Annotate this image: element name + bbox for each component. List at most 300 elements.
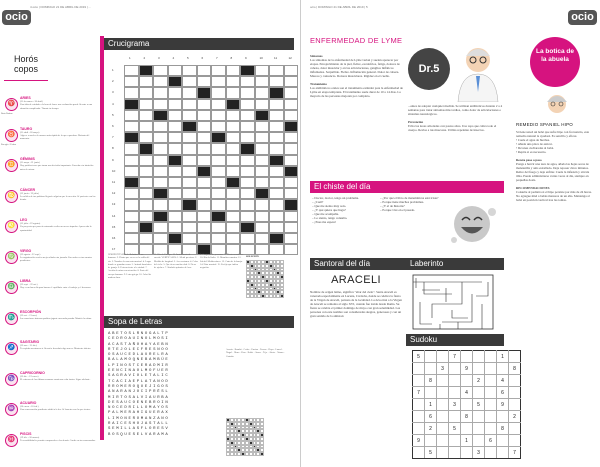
crossword-cell[interactable] bbox=[182, 65, 197, 76]
sudoku-cell[interactable] bbox=[485, 375, 497, 387]
crossword-cell[interactable] bbox=[197, 211, 212, 222]
sudoku-cell[interactable] bbox=[449, 375, 461, 387]
horoscope-entry bbox=[20, 279, 98, 290]
crossword-cell[interactable] bbox=[269, 121, 284, 132]
crossword-cell[interactable] bbox=[226, 65, 241, 76]
crossword-cell[interactable] bbox=[124, 222, 139, 233]
article-col-1: Síntomas Los síntomas de la enfermedad de Lyme varían y suelen aparecer por etapas. Enrojecimiento de la piel, fiebre, escalofríos, fatiga, dolores de cabeza, dolor muscular y en las articulaciones, ganglios linfáticos inflamados. Sarpullido. Fiebre. Inflamación general. Dolor de cabeza. Mareos y cansancio. Dolores musculares. Rigidez en el cuello. Tratamiento Los antibióticos orales son el tratamiento estándar para la enfermedad de Lyme en etapa temprana. El tratamiento suele durar de 10 a 14 días. La mayoría de las personas mejoran por completo. bbox=[310, 54, 403, 98]
sudoku-cell: 2 bbox=[473, 375, 485, 387]
sign-text: Hoy podrías tener que tomar una decisión importante. Escucha a tu intuición antes de actuar. bbox=[20, 164, 94, 171]
crossword-cell[interactable] bbox=[124, 65, 139, 76]
crossword-cell[interactable] bbox=[139, 132, 154, 143]
sudoku-cell[interactable] bbox=[437, 351, 449, 363]
crossword-cell[interactable] bbox=[124, 143, 139, 154]
crossword-cell[interactable] bbox=[182, 99, 197, 110]
crossword-cell[interactable] bbox=[153, 155, 168, 166]
crossword-cell[interactable] bbox=[153, 143, 168, 154]
sudoku-cell: 5 bbox=[473, 399, 485, 411]
crossword-grid[interactable] bbox=[108, 54, 292, 250]
sign-dates: (21 de marzo - 20 abril) bbox=[20, 100, 43, 103]
crossword-cell[interactable] bbox=[197, 143, 212, 154]
row-number: 14 bbox=[112, 213, 116, 218]
sudoku-cell[interactable] bbox=[485, 399, 497, 411]
crossword-cell[interactable] bbox=[284, 65, 299, 76]
crossword-cell[interactable] bbox=[226, 199, 241, 210]
crossword-cell[interactable] bbox=[240, 211, 255, 222]
crossword-cell[interactable] bbox=[226, 222, 241, 233]
crossword-cell[interactable] bbox=[168, 110, 183, 121]
sign-text: Tu espíritu aventurero te llevará a descubrir algo nuevo. Mantente abierto. bbox=[20, 347, 91, 351]
crossword-cell[interactable] bbox=[139, 99, 154, 110]
crossword-cell[interactable] bbox=[197, 132, 212, 143]
crossword-cell[interactable] bbox=[255, 222, 270, 233]
grandma-illustration bbox=[516, 92, 598, 120]
crossword-cell[interactable] bbox=[124, 76, 139, 87]
sign-extra: Ruta Rutina bbox=[1, 112, 13, 115]
crossword-block bbox=[284, 121, 299, 132]
sign-text: Tu sensibilidad te permite comprender a los demás. Confía en tus corazonadas. bbox=[20, 438, 96, 442]
crossword-cell[interactable] bbox=[255, 87, 270, 98]
crossword-cell[interactable] bbox=[284, 110, 299, 121]
sign-name: ESCORPIÓN bbox=[20, 309, 42, 314]
crossword-cell[interactable] bbox=[168, 166, 183, 177]
sudoku-cell[interactable] bbox=[449, 363, 461, 375]
crossword-cell[interactable] bbox=[197, 121, 212, 132]
crossword-cell[interactable] bbox=[182, 177, 197, 188]
sudoku-cell[interactable] bbox=[485, 387, 497, 399]
crossword-cell[interactable] bbox=[269, 211, 284, 222]
zodiac-virgo-icon: ♍ bbox=[5, 251, 18, 264]
sudoku-cell: 7 bbox=[413, 387, 425, 399]
sudoku-cell: 9 bbox=[461, 363, 473, 375]
crossword-cell[interactable] bbox=[139, 76, 154, 87]
sudoku-cell[interactable] bbox=[461, 351, 473, 363]
sudoku-cell: 5 bbox=[425, 447, 437, 459]
crossword-cell[interactable] bbox=[211, 87, 226, 98]
crossword-cell[interactable] bbox=[153, 222, 168, 233]
crossword-block bbox=[197, 166, 212, 177]
crossword-cell[interactable] bbox=[168, 199, 183, 210]
sudoku-cell[interactable] bbox=[461, 423, 473, 435]
wordsearch-row: BALAMOQNEBAMBÚE bbox=[108, 358, 170, 363]
crossword-block bbox=[284, 166, 299, 177]
santoral-text: Nombre de origen latino, significa "altar del cielo". Santa Araceli es venerada especialmente en Lucena, Córdoba, donde se celebra la fiesta de la Virgen de Araceli, patrona de la localidad. La devoción a la Virgen de Araceli se remonta al siglo XVI, cuando fue traída desde Roma. Su fiesta se celebra el primer domingo de mayo con gran solemnidad. Las personas con este nombre son consideradas alegres, generosas y con un gran sentido de la amistad. bbox=[310, 290, 402, 318]
sudoku-cell[interactable] bbox=[413, 447, 425, 459]
crossword-cell[interactable] bbox=[211, 199, 226, 210]
sudoku-cell[interactable] bbox=[425, 435, 437, 447]
crossword-cell[interactable] bbox=[153, 177, 168, 188]
crossword-cell[interactable] bbox=[153, 87, 168, 98]
sudoku-cell[interactable] bbox=[485, 351, 497, 363]
crossword-cell[interactable] bbox=[226, 211, 241, 222]
crossword-cell[interactable] bbox=[211, 155, 226, 166]
sudoku-cell[interactable] bbox=[473, 351, 485, 363]
sudoku-cell[interactable] bbox=[485, 423, 497, 435]
sudoku-cell[interactable] bbox=[437, 423, 449, 435]
crossword-cell[interactable] bbox=[240, 188, 255, 199]
sudoku-cell[interactable] bbox=[473, 363, 485, 375]
crossword-cell[interactable] bbox=[255, 211, 270, 222]
crossword-cell[interactable] bbox=[168, 177, 183, 188]
crossword-cell[interactable] bbox=[153, 76, 168, 87]
sudoku-cell[interactable] bbox=[449, 411, 461, 423]
crossword-cell[interactable] bbox=[269, 76, 284, 87]
crossword-cell[interactable] bbox=[255, 76, 270, 87]
crossword-cell[interactable] bbox=[124, 121, 139, 132]
crossword-cell[interactable] bbox=[240, 155, 255, 166]
recomendaciones-label: RECOMENDACIONES bbox=[516, 186, 550, 190]
horoscope-divider bbox=[4, 80, 48, 81]
sudoku-cell: 1 bbox=[425, 399, 437, 411]
sudoku-cell[interactable] bbox=[497, 363, 509, 375]
crossword-cell[interactable] bbox=[197, 65, 212, 76]
crossword-block bbox=[226, 99, 241, 110]
crossword-cell[interactable] bbox=[153, 121, 168, 132]
row-number: 11 bbox=[112, 180, 116, 184]
crossword-cell[interactable] bbox=[182, 222, 197, 233]
sign-dates: (23 oct. - 21 nov.) bbox=[20, 313, 38, 317]
crossword-cell[interactable] bbox=[182, 166, 197, 177]
crossword-cell[interactable] bbox=[139, 211, 154, 222]
sudoku-grid[interactable] bbox=[412, 350, 521, 459]
crossword-cell[interactable] bbox=[124, 87, 139, 98]
sudoku-cell[interactable] bbox=[449, 447, 461, 459]
crossword-cell[interactable] bbox=[284, 87, 299, 98]
sudoku-cell[interactable] bbox=[473, 387, 485, 399]
crossword-cell[interactable] bbox=[226, 76, 241, 87]
crossword-block bbox=[124, 99, 139, 110]
botica-subtitle: REMEDIO SPANIEL HIPO bbox=[516, 122, 574, 127]
crossword-block bbox=[211, 211, 226, 222]
crossword-cell[interactable] bbox=[197, 188, 212, 199]
sign-name: ARIES bbox=[20, 96, 31, 100]
crossword-cell[interactable] bbox=[124, 199, 139, 210]
crossword-cell[interactable] bbox=[284, 143, 299, 154]
sudoku-cell[interactable] bbox=[497, 411, 509, 423]
crossword-cell[interactable] bbox=[255, 65, 270, 76]
row-number: 4 bbox=[112, 101, 114, 106]
crossword-cell[interactable] bbox=[168, 87, 183, 98]
sudoku-cell[interactable] bbox=[437, 387, 449, 399]
sudoku-cell[interactable] bbox=[461, 375, 473, 387]
crossword-cell[interactable] bbox=[182, 110, 197, 121]
crossword-cell[interactable] bbox=[197, 110, 212, 121]
crossword-cell[interactable] bbox=[240, 110, 255, 121]
sign-name: LEO bbox=[20, 218, 28, 222]
crossword-cell[interactable] bbox=[197, 222, 212, 233]
column-number: 10 bbox=[259, 56, 263, 60]
sudoku-cell[interactable] bbox=[437, 411, 449, 423]
receta-label: Receta paso a paso bbox=[516, 158, 542, 162]
crossword-cell[interactable] bbox=[124, 233, 139, 244]
crossword-cell[interactable] bbox=[255, 132, 270, 143]
crossword-cell[interactable] bbox=[182, 211, 197, 222]
crossword-cell[interactable] bbox=[226, 110, 241, 121]
crossword-cell[interactable] bbox=[197, 233, 212, 244]
crossword-cell[interactable] bbox=[269, 222, 284, 233]
crossword-cell[interactable] bbox=[182, 155, 197, 166]
sudoku-cell[interactable] bbox=[473, 411, 485, 423]
sudoku-cell[interactable] bbox=[437, 375, 449, 387]
sudoku-cell[interactable] bbox=[509, 387, 521, 399]
crossword-cell[interactable] bbox=[240, 233, 255, 244]
crossword-cell[interactable] bbox=[168, 222, 183, 233]
crossword-cell[interactable] bbox=[168, 99, 183, 110]
crossword-cell[interactable] bbox=[284, 132, 299, 143]
wordsearch-row: RROMEROQUEJIGOS bbox=[108, 384, 170, 389]
crossword-cell[interactable] bbox=[139, 87, 154, 98]
crossword-cell[interactable] bbox=[168, 143, 183, 154]
wordsearch-row: MIRTOSALVIAURBA bbox=[108, 395, 170, 400]
crossword-cell[interactable] bbox=[240, 177, 255, 188]
crossword-cell[interactable] bbox=[284, 188, 299, 199]
row-number: 3 bbox=[112, 90, 114, 95]
crossword-cell[interactable] bbox=[269, 166, 284, 177]
crossword-cell[interactable] bbox=[240, 132, 255, 143]
crossword-block bbox=[197, 87, 212, 98]
article-title: ENFERMEDAD DE LYME bbox=[310, 36, 403, 45]
crossword-cell[interactable] bbox=[153, 233, 168, 244]
sign-dates: (21 mayo - 21 junio) bbox=[20, 161, 40, 164]
sudoku-cell[interactable] bbox=[437, 447, 449, 459]
crossword-cell[interactable] bbox=[211, 65, 226, 76]
crossword-block bbox=[269, 155, 284, 166]
sudoku-cell[interactable] bbox=[473, 435, 485, 447]
sudoku-cell[interactable] bbox=[437, 399, 449, 411]
sudoku-cell[interactable] bbox=[509, 351, 521, 363]
sudoku-cell[interactable] bbox=[461, 399, 473, 411]
crossword-cell[interactable] bbox=[197, 99, 212, 110]
crossword-cell[interactable] bbox=[226, 155, 241, 166]
crossword-cell[interactable] bbox=[153, 132, 168, 143]
maze-puzzle[interactable] bbox=[412, 274, 494, 330]
crossword-cell[interactable] bbox=[255, 143, 270, 154]
crossword-cell[interactable] bbox=[124, 155, 139, 166]
crossword-cell[interactable] bbox=[255, 99, 270, 110]
crossword-cell[interactable] bbox=[255, 121, 270, 132]
crossword-cell[interactable] bbox=[182, 87, 197, 98]
crossword-cell[interactable] bbox=[269, 110, 284, 121]
sudoku-cell: 3 bbox=[449, 399, 461, 411]
crossword-cell[interactable] bbox=[269, 143, 284, 154]
crossword-cell[interactable] bbox=[240, 87, 255, 98]
sudoku-cell[interactable] bbox=[413, 423, 425, 435]
crossword-cell[interactable] bbox=[153, 99, 168, 110]
crossword-block bbox=[240, 143, 255, 154]
crossword-cell[interactable] bbox=[139, 110, 154, 121]
clues-col-2: 11. Río de Europa. 12. Instrumento de cuerda. VERTICALES: 1. Metal precioso. 2. Medida de longitud. 3. Ave nocturna. 4. Color del cielo. 5. Que tiene mucha edad. 6. Pieza de ajedrez. 7. Símbolo químico del oro. bbox=[154, 253, 198, 270]
sudoku-cell[interactable] bbox=[461, 447, 473, 459]
crossword-cell[interactable] bbox=[197, 155, 212, 166]
crossword-cell[interactable] bbox=[226, 121, 241, 132]
zodiac-leo-icon: ♌ bbox=[5, 220, 18, 233]
crossword-cell[interactable] bbox=[153, 65, 168, 76]
crossword-cell[interactable] bbox=[211, 76, 226, 87]
crossword-cell[interactable] bbox=[182, 143, 197, 154]
crossword-cell[interactable] bbox=[269, 199, 284, 210]
crossword-cell[interactable] bbox=[139, 177, 154, 188]
crossword-cell[interactable] bbox=[139, 233, 154, 244]
crossword-cell[interactable] bbox=[211, 177, 226, 188]
crossword-cell[interactable] bbox=[211, 121, 226, 132]
wordsearch-row: OSAUCEDLAURELRA bbox=[108, 353, 170, 358]
sign-text: Un proyecto que parecía estancado recibe un nuevo impulso. Aprovecha la oportunidad. bbox=[20, 225, 92, 232]
sudoku-cell: 8 bbox=[497, 423, 509, 435]
crossword-cell[interactable] bbox=[240, 99, 255, 110]
sudoku-cell[interactable] bbox=[413, 363, 425, 375]
sign-name: PISCIS bbox=[20, 431, 32, 436]
crossword-cell[interactable] bbox=[211, 188, 226, 199]
sudoku-cell[interactable] bbox=[509, 399, 521, 411]
row-number: 1 bbox=[112, 68, 114, 72]
crossword-cell[interactable] bbox=[211, 222, 226, 233]
crossword-cell[interactable] bbox=[226, 166, 241, 177]
sign-name: CÁNCER bbox=[20, 187, 35, 192]
sudoku-cell[interactable] bbox=[449, 387, 461, 399]
crossword-cell[interactable] bbox=[269, 177, 284, 188]
sign-dates: (22 nov. - 21 dic.) bbox=[20, 344, 38, 347]
crossword-cell[interactable] bbox=[211, 143, 226, 154]
crossword-cell[interactable] bbox=[269, 132, 284, 143]
chiste-header: El chiste del día bbox=[310, 181, 504, 193]
wordsearch-grid[interactable] bbox=[108, 332, 220, 438]
sudoku-cell[interactable] bbox=[425, 363, 437, 375]
crossword-cell[interactable] bbox=[139, 199, 154, 210]
crossword-cell[interactable] bbox=[269, 65, 284, 76]
right-topline: ocio | DOMINGO 21 DE ABRIL DE 2019 | 5 bbox=[310, 5, 368, 9]
crossword-cell[interactable] bbox=[240, 199, 255, 210]
crossword-cell[interactable] bbox=[153, 166, 168, 177]
crossword-cell[interactable] bbox=[269, 188, 284, 199]
crossword-cell[interactable] bbox=[124, 211, 139, 222]
horoscope-entry bbox=[20, 432, 98, 443]
crossword-cell[interactable] bbox=[168, 121, 183, 132]
chiste-col-2: – ¿Por qué el libro de matemáticas está triste? – Porque tiene muchos problemas. – ¿Y el de historia? – Porque vive en el pasado. bbox=[380, 196, 439, 212]
crossword-cell[interactable] bbox=[255, 199, 270, 210]
crossword-cell[interactable] bbox=[284, 155, 299, 166]
crossword-cell[interactable] bbox=[284, 177, 299, 188]
crossword-cell[interactable] bbox=[226, 143, 241, 154]
crossword-cell[interactable] bbox=[168, 65, 183, 76]
crossword-cell[interactable] bbox=[284, 211, 299, 222]
crossword-block bbox=[182, 199, 197, 210]
crossword-cell[interactable] bbox=[211, 233, 226, 244]
wordsearch-row: TCACIAEPLATANOD bbox=[108, 379, 170, 384]
row-number: 6 bbox=[112, 124, 114, 128]
sign-dates: (19 feb. - 20 marzo) bbox=[20, 435, 40, 439]
chiste-col-1: – Doctor, doctor, tengo un problema. – ¿Cuál? – Que me siento muy solo. – ¿Y qué quiere que haga? – Que me acompañe. – Lo siento, tengo consulta. – ¡Pues me espero! bbox=[312, 196, 360, 224]
crossword-cell[interactable] bbox=[226, 132, 241, 143]
crossword-cell[interactable] bbox=[124, 188, 139, 199]
sudoku-cell[interactable] bbox=[449, 435, 461, 447]
right-ocio-logo: ocio bbox=[568, 10, 597, 25]
sudoku-cell: 9 bbox=[497, 399, 509, 411]
crossword-cell[interactable] bbox=[226, 188, 241, 199]
sudoku-cell[interactable] bbox=[425, 351, 437, 363]
crossword-cell[interactable] bbox=[226, 87, 241, 98]
crossword-cell[interactable] bbox=[240, 121, 255, 132]
crossword-cell[interactable] bbox=[255, 155, 270, 166]
horoscope-entry bbox=[20, 127, 98, 141]
crossword-cell[interactable] bbox=[211, 166, 226, 177]
crossword-cell[interactable] bbox=[284, 99, 299, 110]
sudoku-cell[interactable] bbox=[485, 363, 497, 375]
crossword-cell[interactable] bbox=[139, 188, 154, 199]
crossword-cell[interactable] bbox=[153, 199, 168, 210]
zodiac-libra-icon: ♎ bbox=[5, 281, 18, 294]
sign-text: La organización será tu mejor aliada esta jornada. Pon orden en tus asuntos pendientes. bbox=[20, 255, 92, 263]
crossword-cell[interactable] bbox=[182, 233, 197, 244]
crossword-cell[interactable] bbox=[139, 155, 154, 166]
crossword-cell[interactable] bbox=[269, 99, 284, 110]
crossword-cell[interactable] bbox=[211, 110, 226, 121]
crossword-cell[interactable] bbox=[197, 177, 212, 188]
wordsearch-row: CEDROAUINOLMOSI bbox=[108, 337, 170, 342]
sudoku-cell[interactable] bbox=[473, 423, 485, 435]
sign-text: Las emociones intensas podrían jugarte una mala pasada. Mantén la calma. bbox=[20, 316, 92, 320]
crossword-cell[interactable] bbox=[211, 99, 226, 110]
crossword-cell[interactable] bbox=[168, 132, 183, 143]
crossword-cell[interactable] bbox=[197, 76, 212, 87]
crossword-block bbox=[139, 65, 154, 76]
sudoku-cell[interactable] bbox=[509, 423, 521, 435]
clues-col-1: HORIZONTALES: 1. Relativo al ser humano. 2. Planta que crece en la orilla del río. 3. Nombre de una nota musical. 4. Lugar donde se guardan cosas. 5. Animal doméstico de granja. 6. Perteneciente a la ciudad. 7. Acción de mirar con atención. 8. Parte del cuerpo humano. 9. Letra griega. 10. Árbol de madera dura. bbox=[108, 253, 152, 280]
wordsearch-row: EENCINAOLMOFUER bbox=[108, 369, 170, 374]
zodiac-tauro-icon: ♉ bbox=[5, 129, 18, 142]
sudoku-cell[interactable] bbox=[425, 387, 437, 399]
sign-name: GÉMINIS bbox=[20, 157, 35, 161]
sudoku-cell[interactable] bbox=[509, 375, 521, 387]
crossword-cell[interactable] bbox=[226, 233, 241, 244]
crossword-cell[interactable] bbox=[240, 166, 255, 177]
crossword-cell[interactable] bbox=[124, 166, 139, 177]
sudoku-cell[interactable] bbox=[437, 435, 449, 447]
sudoku-cell[interactable] bbox=[413, 375, 425, 387]
crossword-cell[interactable] bbox=[139, 121, 154, 132]
crossword-cell[interactable] bbox=[182, 76, 197, 87]
sudoku-cell[interactable] bbox=[497, 435, 509, 447]
sudoku-cell[interactable] bbox=[485, 447, 497, 459]
crossword-cell[interactable] bbox=[124, 110, 139, 121]
crossword-cell[interactable] bbox=[182, 132, 197, 143]
sign-dates: (20 enero - 18 feb.) bbox=[20, 405, 39, 408]
crossword-cell[interactable] bbox=[284, 233, 299, 244]
crossword-cell[interactable] bbox=[197, 199, 212, 210]
crossword-cell[interactable] bbox=[168, 211, 183, 222]
santoral-header: Santoral del día bbox=[310, 258, 406, 270]
crossword-cell[interactable] bbox=[284, 222, 299, 233]
sign-dates: (23 julio - 22 agosto) bbox=[20, 222, 41, 225]
sudoku-cell[interactable] bbox=[413, 399, 425, 411]
sudoku-cell[interactable] bbox=[485, 411, 497, 423]
sudoku-cell[interactable] bbox=[509, 435, 521, 447]
crossword-cell[interactable] bbox=[240, 76, 255, 87]
crossword-cell[interactable] bbox=[139, 166, 154, 177]
crossword-cell[interactable] bbox=[255, 233, 270, 244]
sudoku-cell[interactable] bbox=[497, 447, 509, 459]
crossword-cell[interactable] bbox=[255, 166, 270, 177]
sudoku-cell: 7 bbox=[509, 447, 521, 459]
crossword-cell[interactable] bbox=[168, 188, 183, 199]
crossword-cell[interactable] bbox=[255, 177, 270, 188]
crossword-cell[interactable] bbox=[182, 188, 197, 199]
sudoku-cell: 3 bbox=[437, 363, 449, 375]
crossword-cell[interactable] bbox=[284, 76, 299, 87]
column-number: 5 bbox=[187, 56, 189, 60]
sign-name: ACUARIO bbox=[20, 401, 37, 405]
sudoku-cell: 6 bbox=[497, 387, 509, 399]
sudoku-cell[interactable] bbox=[413, 411, 425, 423]
